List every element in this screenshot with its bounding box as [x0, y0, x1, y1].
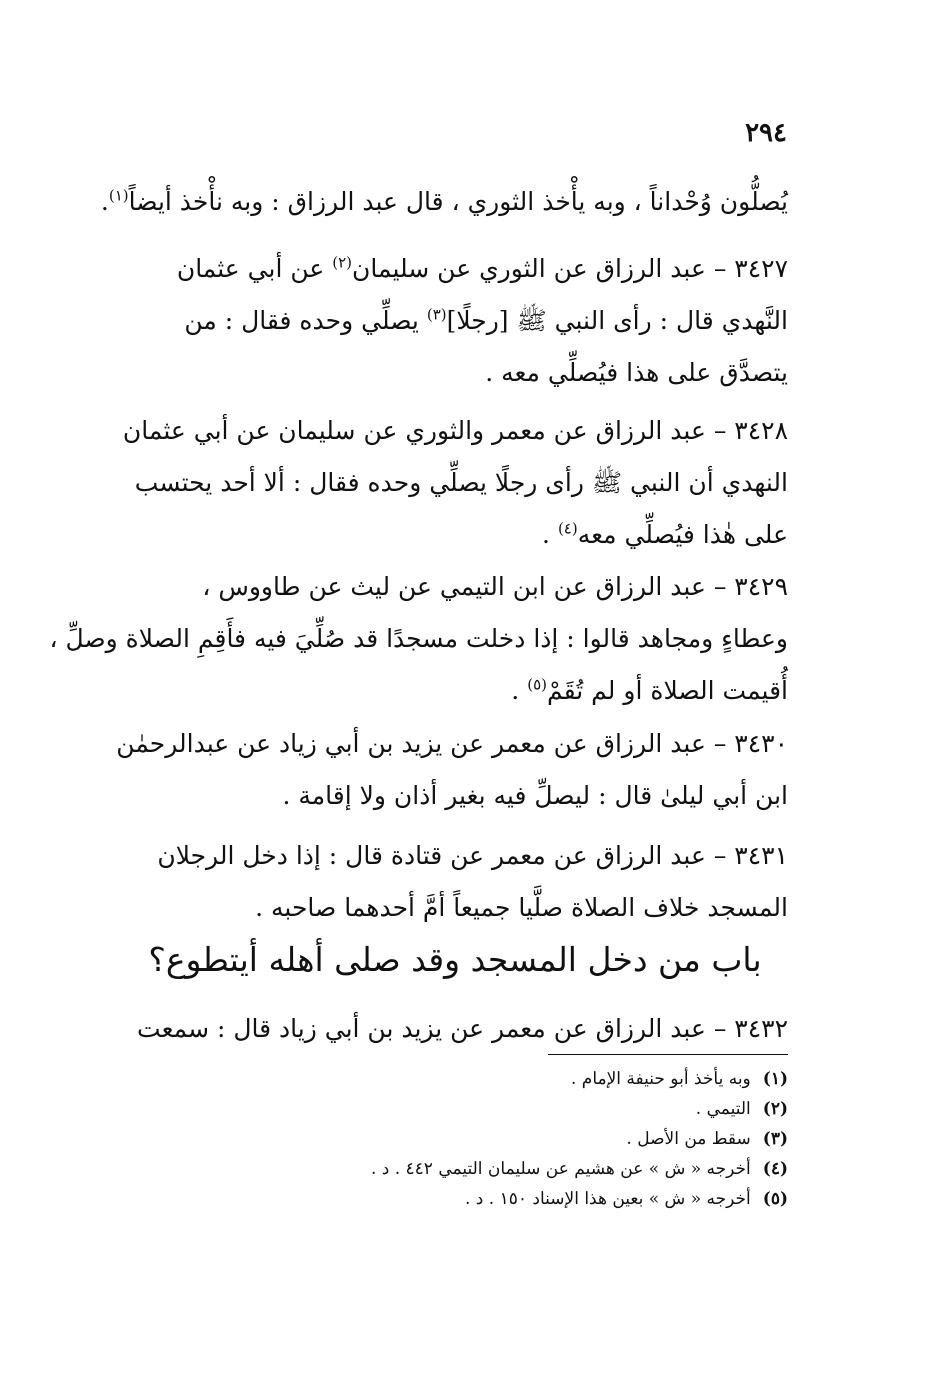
footnote: (١)وبه يأخذ أبو حنيفة الإمام .	[570, 1069, 788, 1089]
hadith-entry-3427	[122, 243, 788, 399]
text-line: ٣٤٣٢ – عبد الرزاق عن معمر عن يزيد بن أبي زياد قال : سمعت	[137, 1014, 788, 1043]
text-line: المسجد خلاف الصلاة صلَّيا جميعاً أمَّ أحدهما صاحبه .	[255, 893, 788, 922]
text-line: يتصدَّق على هذا فيُصلِّي معه .	[485, 358, 788, 387]
hadith-entry-3428	[122, 405, 788, 561]
footnote-marker: (٣)	[426, 305, 447, 324]
footnote-marker: (١)	[108, 186, 129, 205]
text-line: ٣٤٢٩ – عبد الرزاق عن ابن التيمي عن ليث عن طاووس ،	[202, 572, 788, 601]
footnote-marker: (٥)	[527, 675, 547, 694]
text-line: النَّهدي قال : رأى النبي ﷺ [رجلًا]$^{(٣)}$ يصلِّي وحده فقال : من	[184, 305, 788, 335]
hadith-entry-3431	[122, 830, 788, 934]
footnote: (٤)أخرجه « ش » عن هشيم عن سليمان التيمي ٤٤٢ . د .	[370, 1159, 788, 1179]
hadith-entry-3429	[49, 561, 788, 717]
footnote: (٥)أخرجه « ش » بعين هذا الإسناد ١٥٠ . د .	[464, 1189, 788, 1209]
page-number: ٢٩٤	[745, 118, 787, 148]
hadith-entry-3432	[122, 1003, 788, 1055]
footnote: (٣)سقط من الأصل .	[626, 1129, 788, 1149]
text-line: ابن أبي ليلىٰ قال : ليصلِّ فيه بغير أذان ولا إقامة .	[282, 781, 788, 810]
hadith-entry-3430	[116, 718, 788, 822]
text-line: ٣٤٢٧ – عبد الرزاق عن الثوري عن سليمان$^{(٢)}$ عن أبي عثمان	[176, 253, 788, 283]
footnote-marker: (٢)	[332, 253, 353, 272]
footnote: (٢)التيمي .	[695, 1099, 788, 1119]
chapter-heading: باب من دخل المسجد وقد صلى أهله أيتطوع؟	[148, 940, 762, 979]
text-line: النهدي أن النبي ﷺ رأى رجلًا يصلِّي وحده فقال : ألا أحد يحتسب	[134, 468, 788, 497]
footnote-marker: (٤)	[557, 519, 578, 538]
text-line: وعطاءٍ ومجاهد قالوا : إذا دخلت مسجدًا قد صُلِّيَ فيه فأَقِمِ الصلاة وصلِّ ،	[49, 624, 788, 653]
text-line: أُقيمت الصلاة أو لم تُقَمْ$^{(٥)}$ .	[511, 675, 788, 705]
footnotes	[200, 1064, 788, 1214]
text-line: ٣٤٣٠ – عبد الرزاق عن معمر عن يزيد بن أبي زياد عن عبدالرحمٰن	[116, 729, 788, 758]
text-line: ٣٤٢٨ – عبد الرزاق عن معمر والثوري عن سليمان عن أبي عثمان	[122, 416, 788, 445]
footnote-divider	[548, 1054, 788, 1055]
text-line: يُصلُّون وُحْداناً ، وبه يأْخذ الثوري ، قال عبد الرزاق : وبه نأْخذ أيضاً$^{(١)}$.	[100, 186, 788, 216]
text-line: على هٰذا فيُصلِّي معه$^{(٤)}$ .	[542, 519, 788, 549]
text-line: ٣٤٣١ – عبد الرزاق عن معمر عن قتادة قال : إذا دخل الرجلان	[157, 841, 788, 870]
intro-paragraph	[100, 176, 788, 228]
